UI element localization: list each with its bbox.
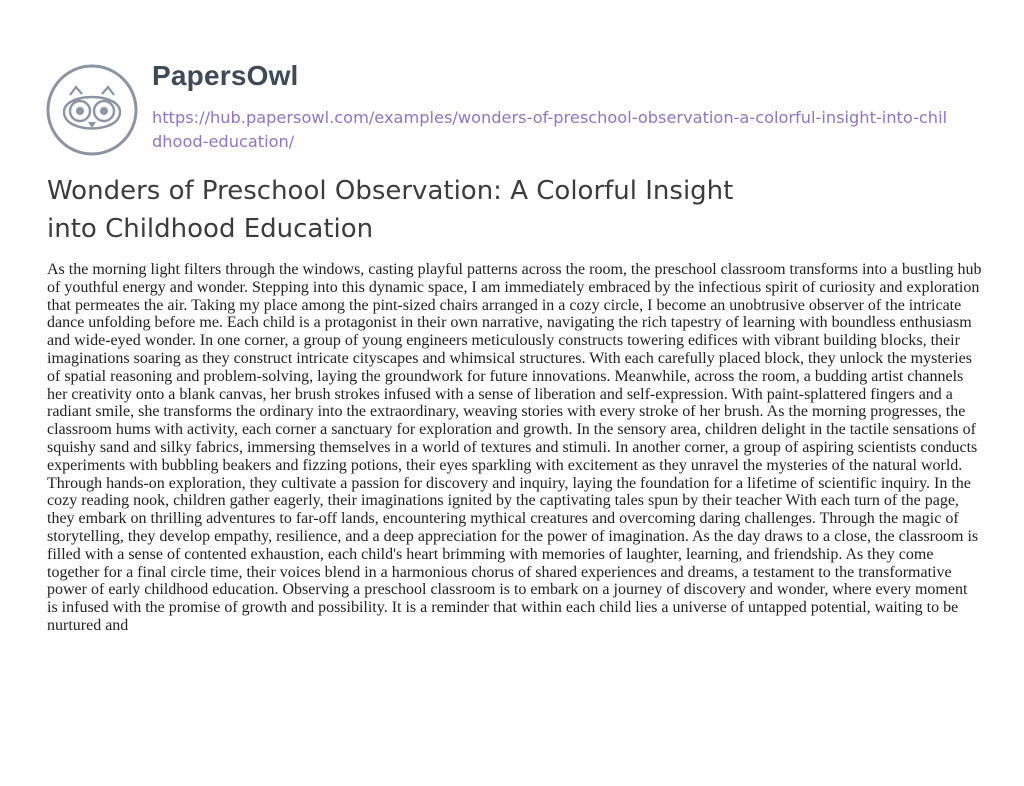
owl-logo-icon	[44, 62, 140, 158]
document-header	[44, 36, 984, 166]
source-url[interactable]: https://hub.papersowl.com/examples/wonders-of-preschool-observation-a-colorful-insight-into-childhood-education/	[152, 108, 948, 151]
brand-name: PapersOwl	[152, 60, 299, 91]
document-title: Wonders of Preschool Observation: A Colorful Insight into Childhood Education	[47, 176, 734, 244]
essay-body: As the morning light filters through the windows, casting playful patterns across the room, the preschool classroom transforms into a bustling hub of youthful energy and wonder. Stepping into this dynamic space, I am immediately embraced by the infectious spirit of curiosity and exploration that permeates the air. Taking my place among the pint-sized chairs arranged in a cozy circle, I become an unobtrusive observer of the intricate dance unfolding before me. Each child is a protagonist in their own narrative, navigating the rich tapestry of learning with boundless enthusiasm and wide-eyed wonder. In one corner, a group of young engineers meticulously constructs towering edifices with vibrant building blocks, their imaginations soaring as they construct intricate cityscapes and whimsical structures. With each carefully placed block, they unlock the mysteries of spatial reasoning and problem-solving, laying the groundwork for future innovations. Meanwhile, across the room, a budding artist channels her creativity onto a blank canvas, her brush strokes infused with a sense of liberation and self-expression. With paint-splattered fingers and a radiant smile, she transforms the ordinary into the extraordinary, weaving stories with every stroke of her brush. As the morning progresses, the classroom hums with activity, each corner a sanctuary for exploration and growth. In the sensory area, children delight in the tactile sensations of squishy sand and silky fabrics, immersing themselves in a world of textures and stimuli. In another corner, a group of aspiring scientists conducts experiments with bubbling beakers and fizzing potions, their eyes sparkling with excitement as they unravel the mysteries of the natural world. Through hands-on exploration, they cultivate a passion for discovery and inquiry, laying the foundation for a lifetime of scientific inquiry. In the cozy reading nook, children gather eagerly, their imaginations ignited by the captivating tales spun by their teacher With each turn of the page, they embark on thrilling adventures to far-off lands, encountering mythical creatures and overcoming daring challenges. Through the magic of storytelling, they develop empathy, resilience, and a deep appreciation for the power of imagination. As the day draws to a close, the classroom is filled with a sense of contented exhaustion, each child's heart brimming with memories of laughter, learning, and friendship. As they come together for a final circle time, their voices blend in a harmonious chorus of shared experiences and dreams, a testament to the transformative power of early childhood education. Observing a preschool classroom is to embark on a journey of discovery and wonder, where every moment is infused with the promise of growth and possibility. It is a reminder that within each child lies a universe of untapped potential, waiting to be nurtured and	[47, 261, 982, 634]
